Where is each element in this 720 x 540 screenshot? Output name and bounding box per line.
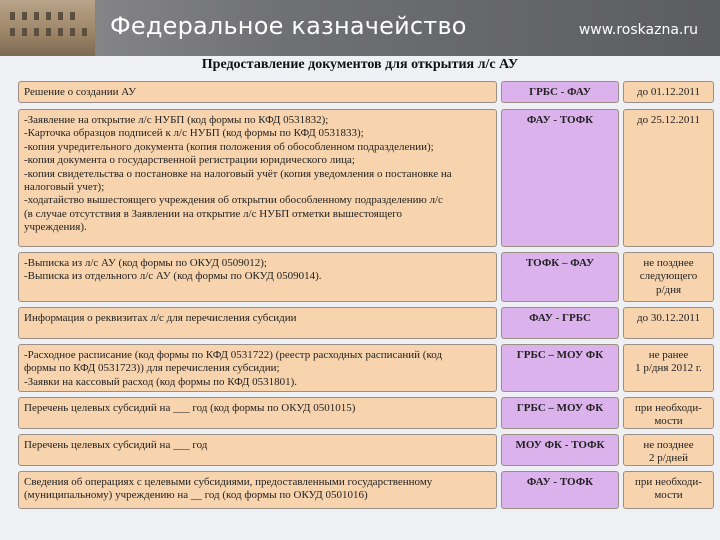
- document-line: -Расходное расписание (код формы по КФД 0531722) (реестр расходных расписаний (код: [24, 349, 443, 361]
- documents-cell: [18, 81, 497, 103]
- header-banner: [0, 0, 720, 56]
- document-line: Перечень целевых субсидий на ___ год (код формы по ОКУД 0501015): [24, 402, 356, 414]
- document-line: (муниципальному) учреждению на __ год (код формы по ОКУД 0501016): [24, 489, 368, 502]
- route-cell: ФАУ - ГРБС: [501, 307, 619, 339]
- route-cell: МОУ ФК - ТОФК: [501, 434, 619, 466]
- documents-cell: [18, 471, 497, 509]
- documents-cell: [18, 109, 497, 247]
- document-line: -Заявки на кассовый расход (код формы по КФД 0531801).: [24, 375, 298, 388]
- route-cell: ТОФК – ФАУ: [501, 252, 619, 302]
- deadline-line: 2 р/дней: [648, 452, 689, 465]
- route-cell: ГРБС – МОУ ФК: [501, 397, 619, 429]
- document-line: -Заявление на открытие л/с НУБП (код формы по КФД 0531832);: [24, 114, 329, 126]
- deadline-cell: [623, 344, 714, 392]
- documents-cell: [18, 397, 497, 429]
- deadline-cell: [623, 109, 714, 247]
- document-line: -копия свидетельства о постановке на налоговый учёт (копия уведомления о постановке на: [24, 167, 452, 180]
- document-line: налоговый учет);: [24, 181, 105, 194]
- deadline-line: 1 р/дня 2012 г.: [635, 362, 702, 375]
- table-row: [18, 252, 714, 302]
- deadline-cell: [623, 434, 714, 466]
- documents-cell: [18, 252, 497, 302]
- document-line: Решение о создании АУ: [24, 86, 137, 98]
- deadline-line: до 30.12.2011: [637, 312, 700, 324]
- document-line: (в случае отсутствия в Заявлении на открытие л/с НУБП отметки вышестоящего: [24, 207, 402, 220]
- deadline-cell: [623, 252, 714, 302]
- table-row: [18, 109, 714, 247]
- document-line: формы по КФД 0531723)) для перечисления субсидии;: [24, 362, 280, 375]
- deadline-line: не позднее: [643, 257, 694, 269]
- table-row: [18, 471, 714, 509]
- document-line: -копия документа о государственной регистрации юридического лица;: [24, 154, 355, 167]
- document-line: -копия учредительного документа (копия положения об обособленном подразделении);: [24, 140, 434, 153]
- route-cell: ФАУ - ТОФК: [501, 109, 619, 247]
- route-cell: ГРБС - ФАУ: [501, 81, 619, 103]
- document-line: -ходатайство вышестоящего учреждения об открытии обособленному подразделению л/с: [24, 194, 443, 207]
- document-line: Информация о реквизитах л/с для перечисления субсидии: [24, 312, 297, 324]
- deadline-cell: [623, 397, 714, 429]
- page-title: Предоставление документов для открытия л/с АУ: [201, 57, 519, 72]
- document-line: -Выписка из л/с АУ (код формы по ОКУД 0509012);: [24, 257, 267, 269]
- documents-cell: [18, 307, 497, 339]
- document-line: Перечень целевых субсидий на ___ год: [24, 439, 208, 451]
- website-url[interactable]: www.roskazna.ru: [578, 22, 698, 38]
- table-row: [18, 434, 714, 466]
- deadline-line: р/дня: [655, 283, 682, 296]
- table-row: [18, 397, 714, 429]
- organization-title: Федеральное казначейство: [110, 12, 467, 40]
- deadline-line: не позднее: [643, 439, 694, 451]
- deadline-line: мости: [654, 415, 683, 428]
- document-line: -Выписка из отдельного л/с АУ (код формы по ОКУД 0509014).: [24, 270, 322, 283]
- document-line: -Карточка образцов подписей к л/с НУБП (код формы по КФД 0531833);: [24, 127, 364, 140]
- deadline-line: следующего: [639, 270, 698, 283]
- deadline-line: мости: [654, 489, 683, 502]
- deadline-line: при необходи-: [635, 402, 702, 414]
- deadline-line: до 25.12.2011: [637, 114, 700, 126]
- deadline-line: не ранее: [648, 349, 689, 361]
- route-cell: ФАУ - ТОФК: [501, 471, 619, 509]
- treasury-building-image: [0, 0, 95, 56]
- deadline-cell: [623, 307, 714, 339]
- deadline-cell: [623, 81, 714, 103]
- document-line: Сведения об операциях с целевыми субсидиями, предоставленными государственному: [24, 476, 433, 488]
- route-cell: ГРБС – МОУ ФК: [501, 344, 619, 392]
- documents-cell: [18, 344, 497, 392]
- deadline-line: до 01.12.2011: [637, 86, 700, 98]
- deadline-line: при необходи-: [635, 476, 702, 488]
- table-row: [18, 81, 714, 103]
- document-line: учреждения).: [24, 221, 87, 234]
- table-row: [18, 344, 714, 392]
- documents-cell: [18, 434, 497, 466]
- table-row: [18, 307, 714, 339]
- deadline-cell: [623, 471, 714, 509]
